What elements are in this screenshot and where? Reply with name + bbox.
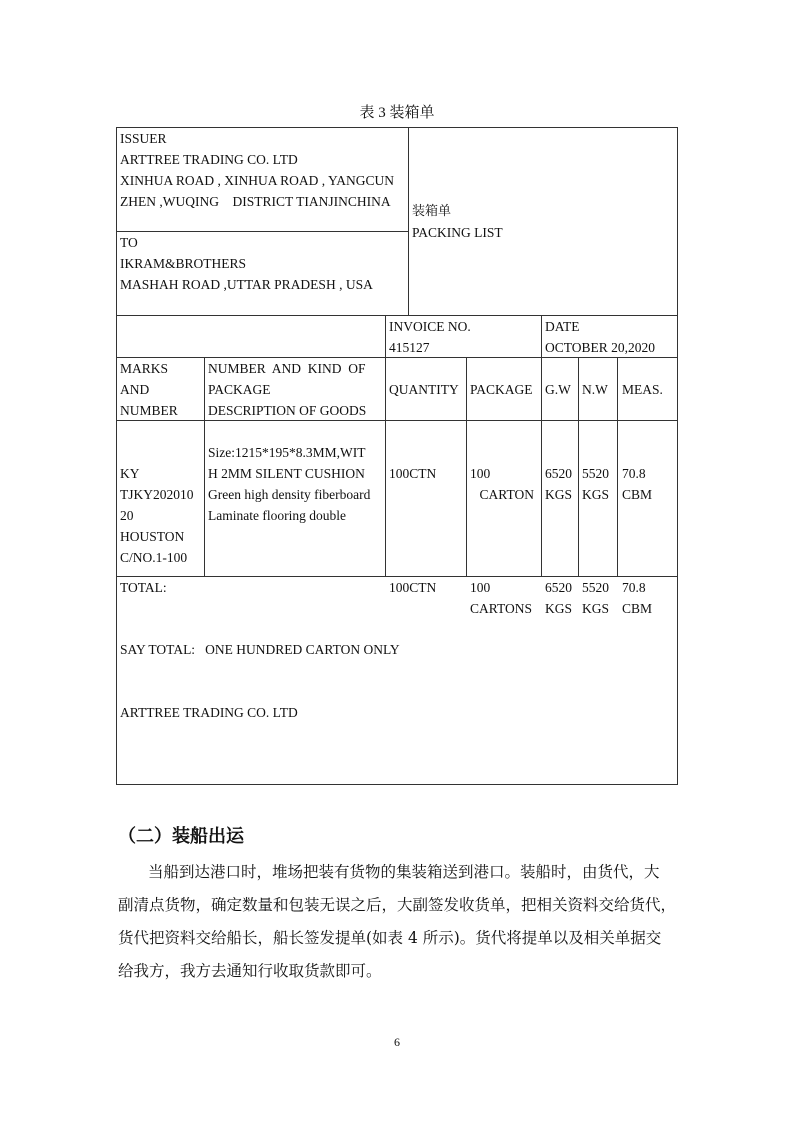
paragraph-line: 当船到达港口时，堆场把装有货物的集装箱送到港口。装船时，由货代，大	[148, 863, 660, 881]
header-description: DESCRIPTION OF GOODS	[208, 403, 367, 418]
paragraph-line: 给我方，我方去通知行收取货款即可。	[118, 962, 382, 980]
header-description: NUMBER AND KIND OF	[208, 361, 366, 376]
issuer-line: XINHUA ROAD , XINHUA ROAD , YANGCUN	[120, 173, 395, 188]
header-gw: G.W	[545, 382, 571, 397]
item-nw: KGS	[582, 487, 610, 502]
item-marks: KY	[120, 466, 140, 481]
invoice-label: INVOICE NO.	[389, 319, 471, 334]
issuer-line: ZHEN ,WUQING DISTRICT TIANJINCHINA	[120, 194, 391, 209]
doc-title-cn: 装箱单	[412, 204, 452, 219]
to-line: IKRAM&BROTHERS	[120, 256, 247, 271]
item-meas: 70.8	[622, 466, 646, 481]
header-meas: MEAS.	[622, 382, 663, 397]
to-label: TO	[120, 235, 138, 250]
issuer-label: ISSUER	[120, 131, 167, 146]
item-marks: 20	[120, 508, 134, 523]
date-label: DATE	[545, 319, 580, 334]
total-package: 100	[470, 580, 491, 595]
item-nw: 5520	[582, 466, 609, 481]
total-label: TOTAL:	[120, 580, 167, 595]
header-description: PACKAGE	[208, 382, 271, 397]
paragraph-line: 副清点货物，确定数量和包装无误之后，大副签发收货单，把相关资料交给货代，	[118, 896, 677, 914]
total-quantity: 100CTN	[389, 580, 437, 595]
item-marks: C/NO.1-100	[120, 550, 188, 565]
header-marks: AND	[120, 382, 150, 397]
page-number: 6	[394, 1035, 400, 1049]
issuer-line: ARTTREE TRADING CO. LTD	[120, 152, 298, 167]
item-marks: TJKY202010	[120, 487, 194, 502]
header-nw: N.W	[582, 382, 608, 397]
date-value: OCTOBER 20,2020	[545, 340, 656, 355]
item-description: Green high density fiberboard	[208, 487, 371, 502]
doc-title-en: PACKING LIST	[412, 225, 503, 240]
invoice-number: 415127	[389, 340, 430, 355]
header-marks: MARKS	[120, 361, 169, 376]
item-package: 100	[470, 466, 491, 481]
paragraph-line: 货代把资料交给船长，船长签发提单(如表 4 所示)。货代将提单以及相关单据交	[118, 929, 662, 947]
header-marks: NUMBER	[120, 403, 178, 418]
item-description: Laminate flooring double	[208, 508, 346, 523]
item-gw: 6520	[545, 466, 572, 481]
total-meas: CBM	[622, 601, 653, 616]
item-gw: KGS	[545, 487, 573, 502]
total-package: CARTONS	[470, 601, 532, 616]
item-quantity: 100CTN	[389, 466, 437, 481]
signing-company: ARTTREE TRADING CO. LTD	[120, 705, 298, 720]
header-quantity: QUANTITY	[389, 382, 459, 397]
total-nw: KGS	[582, 601, 610, 616]
section-heading: （二）装船出运	[118, 826, 244, 847]
header-package: PACKAGE	[470, 382, 533, 397]
item-meas: CBM	[622, 487, 653, 502]
item-package: CARTON	[479, 487, 534, 502]
item-description: Size:1215*195*8.3MM,WIT	[208, 445, 366, 460]
total-gw: KGS	[545, 601, 573, 616]
item-marks: HOUSTON	[120, 529, 185, 544]
item-description: H 2MM SILENT CUSHION	[208, 466, 365, 481]
total-meas: 70.8	[622, 580, 646, 595]
to-line: MASHAH ROAD ,UTTAR PRADESH , USA	[120, 277, 373, 292]
table-caption: 表 3 装箱单	[359, 105, 435, 121]
total-gw: 6520	[545, 580, 572, 595]
say-total: SAY TOTAL: ONE HUNDRED CARTON ONLY	[120, 642, 400, 657]
total-nw: 5520	[582, 580, 609, 595]
